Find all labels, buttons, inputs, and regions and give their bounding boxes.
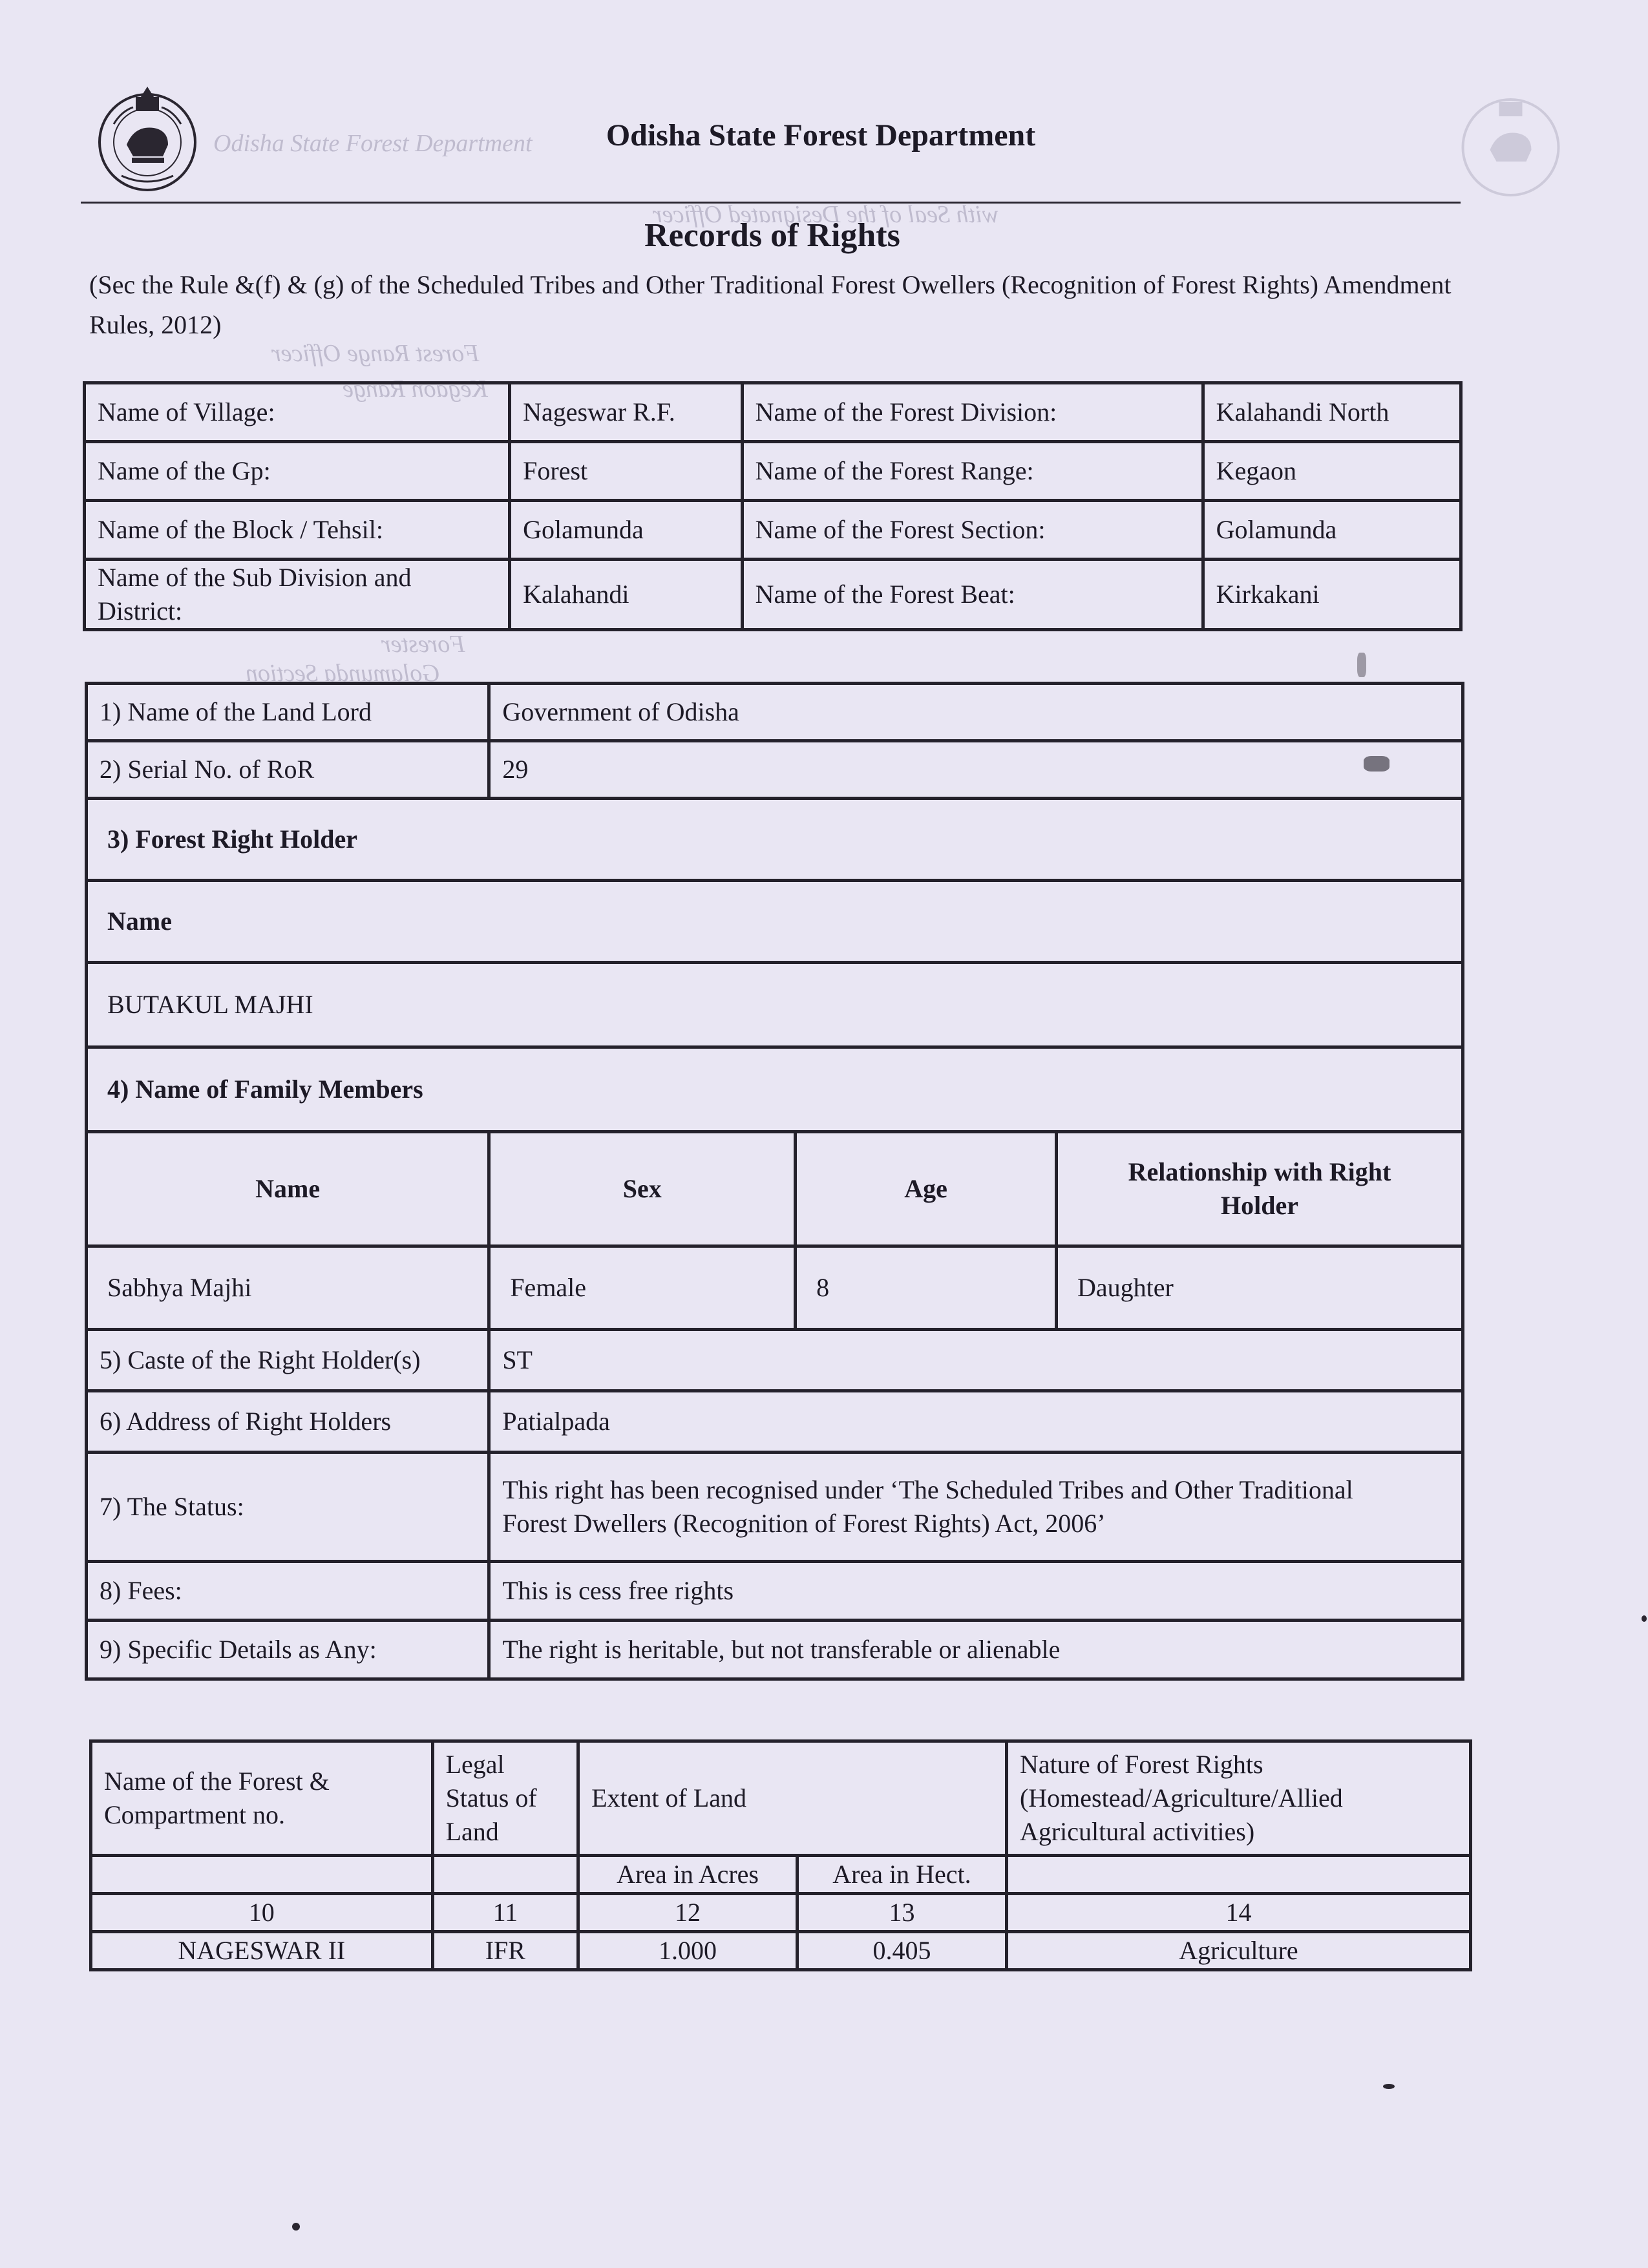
table-row — [87, 1453, 1463, 1562]
scan-speck — [1383, 2084, 1395, 2089]
table-row — [87, 741, 1463, 799]
address-label: 6) Address of Right Holders — [87, 1391, 489, 1453]
family-col-relationship: Relationship with Right Holder — [1056, 1132, 1463, 1246]
column-number: 12 — [578, 1894, 798, 1932]
table-row — [85, 383, 1461, 442]
subdivision-value: Kalahandi — [510, 560, 742, 630]
gp-value: Forest — [510, 442, 742, 501]
table-row — [87, 1621, 1463, 1679]
land-nature: Agriculture — [1006, 1932, 1470, 1970]
forest-section-value: Golamunda — [1203, 501, 1461, 560]
page-title: Records of Rights — [644, 217, 900, 254]
family-col-age: Age — [796, 1132, 1057, 1246]
bleed-through-text: Kegaon Range — [343, 375, 488, 403]
land-lord-value: Government of Odisha — [489, 684, 1463, 741]
table-row — [87, 1562, 1463, 1621]
subdivision-label: Name of the Sub Division and District: — [85, 560, 510, 630]
location-table — [83, 381, 1463, 631]
caste-value: ST — [489, 1330, 1463, 1391]
department-title: Odisha State Forest Department — [606, 118, 1036, 152]
empty-cell — [1006, 1856, 1470, 1894]
serial-label: 2) Serial No. of RoR — [87, 741, 489, 799]
table-row — [87, 684, 1463, 741]
family-heading: 4) Name of Family Members — [87, 1047, 1463, 1132]
record-table — [85, 682, 1464, 1681]
village-value: Nageswar R.F. — [510, 383, 742, 442]
table-row — [91, 1856, 1471, 1894]
forest-range-label: Name of the Forest Range: — [742, 442, 1203, 501]
column-number: 10 — [91, 1894, 433, 1932]
empty-cell — [91, 1856, 433, 1894]
forest-division-value: Kalahandi North — [1203, 383, 1461, 442]
land-col-nature: Nature of Forest Rights (Homestead/Agriculture/Allied Agricultural activities) — [1006, 1741, 1470, 1856]
table-row — [87, 1246, 1463, 1330]
table-row — [87, 799, 1463, 881]
column-number: 13 — [797, 1894, 1006, 1932]
empty-cell — [432, 1856, 578, 1894]
land-col-hect: Area in Hect. — [797, 1856, 1006, 1894]
member-age: 8 — [796, 1246, 1057, 1330]
land-col-legal: Legal Status of Land — [432, 1741, 578, 1856]
member-name: Sabhya Majhi — [87, 1246, 489, 1330]
column-number: 11 — [432, 1894, 578, 1932]
land-area-acres: 1.000 — [578, 1932, 798, 1970]
table-row — [91, 1932, 1471, 1970]
land-col-extent: Extent of Land — [578, 1741, 1007, 1856]
table-row — [87, 1132, 1463, 1246]
table-row — [85, 560, 1461, 630]
forest-beat-label: Name of the Forest Beat: — [742, 560, 1203, 630]
forest-section-label: Name of the Forest Section: — [742, 501, 1203, 560]
table-row — [85, 442, 1461, 501]
block-label: Name of the Block / Tehsil: — [85, 501, 510, 560]
forest-range-value: Kegaon — [1203, 442, 1461, 501]
forest-division-label: Name of the Forest Division: — [742, 383, 1203, 442]
table-row — [85, 501, 1461, 560]
holder-heading: 3) Forest Right Holder — [87, 799, 1463, 881]
table-row — [87, 1391, 1463, 1453]
land-forest-name: NAGESWAR II — [91, 1932, 433, 1970]
bleed-through-text: Odisha State Forest Department — [213, 130, 533, 157]
table-row — [91, 1894, 1471, 1932]
specific-details-value: The right is heritable, but not transferable or alienable — [489, 1621, 1463, 1679]
member-relationship: Daughter — [1056, 1246, 1463, 1330]
name-heading: Name — [87, 881, 1463, 963]
land-table — [89, 1739, 1472, 1971]
gp-label: Name of the Gp: — [85, 442, 510, 501]
table-row — [87, 1047, 1463, 1132]
bleed-through-text: Forest Range Officer — [271, 340, 480, 367]
scan-speck — [1642, 1615, 1647, 1622]
scan-speck — [1364, 756, 1389, 772]
scan-speck — [1357, 653, 1366, 677]
scan-speck — [292, 2223, 300, 2231]
family-col-name: Name — [87, 1132, 489, 1246]
bleed-through-text: Forester — [381, 631, 465, 658]
header-divider — [81, 202, 1461, 204]
land-col-forest: Name of the Forest & Compartment no. — [91, 1741, 433, 1856]
status-value: This right has been recognised under ‘The Scheduled Tribes and Other Traditional Forest Dwellers (Recognition of Forest Rights) Act, 2006’ — [489, 1453, 1463, 1562]
land-area-hect: 0.405 — [797, 1932, 1006, 1970]
forest-beat-value: Kirkakani — [1203, 560, 1461, 630]
table-row — [87, 881, 1463, 963]
fees-value: This is cess free rights — [489, 1562, 1463, 1621]
status-label: 7) The Status: — [87, 1453, 489, 1562]
fees-label: 8) Fees: — [87, 1562, 489, 1621]
block-value: Golamunda — [510, 501, 742, 560]
holder-name: BUTAKUL MAJHI — [87, 963, 1463, 1047]
village-label: Name of Village: — [85, 383, 510, 442]
caste-label: 5) Caste of the Right Holder(s) — [87, 1330, 489, 1391]
family-col-sex: Sex — [489, 1132, 796, 1246]
table-row — [87, 1330, 1463, 1391]
land-lord-label: 1) Name of the Land Lord — [87, 684, 489, 741]
land-col-acres: Area in Acres — [578, 1856, 798, 1894]
serial-value: 29 — [489, 741, 1463, 799]
land-legal-status: IFR — [432, 1932, 578, 1970]
rule-citation: (Sec the Rule &(f) & (g) of the Scheduled Tribes and Other Traditional Forest Owellers (Recognition of Forest Rights) Amendment Rules, 2012) — [89, 270, 1452, 339]
bleed-through-text: Golamunda Section — [246, 660, 440, 687]
bleed-through-text: with Seal of the Designated Officer — [653, 201, 999, 228]
table-row — [87, 963, 1463, 1047]
member-sex: Female — [489, 1246, 796, 1330]
specific-details-label: 9) Specific Details as Any: — [87, 1621, 489, 1679]
table-row — [91, 1741, 1471, 1856]
column-number: 14 — [1006, 1894, 1470, 1932]
address-value: Patialpada — [489, 1391, 1463, 1453]
